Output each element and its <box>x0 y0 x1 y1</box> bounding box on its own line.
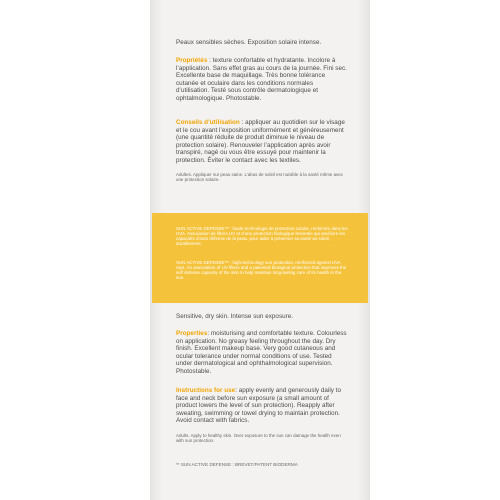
band-text-fr: SUN ACTIVE DEFENSE™ : haute technologie de protection solaire, renforcée dans les UVA. Association de filtres UV et d’une protection biologique brevetée qui améliore les capacités d’auto défense de la peau, pour aider à préserver sa santé au soleil, durablement. <box>176 226 348 247</box>
fr-properties-text: : texture confortable et hydratante. Incolore à l’application. Sans effet gras au cours de la journée. Fini sec. Excellente base de maquillage. Très bonne tolérance cutanée et oculaire dans les conditions normales d’utilisation. Testé sous contrôle dermatologique et ophtalmologique. Photostable. <box>176 57 347 102</box>
fr-usage-label: Conseils d’utilisation <box>176 119 240 126</box>
fr-skin-type: Peaux sensibles sèches. Exposition solaire intense. <box>176 39 322 46</box>
en-usage-small: Adults. Apply to healthy skin. Over exposure to the sun can damage the health even with sun protection. <box>176 433 341 444</box>
fr-usage-small: Adultes. Appliquer sur peau saine. L’abus de soleil est nuisible à la santé même avec une protection solaire. <box>176 172 343 183</box>
en-skin-type: Sensitive, dry skin. Intense sun exposure. <box>176 313 294 320</box>
en-properties-text: : moisturising and comfortable texture. Colourless on application. No greasy feeling throughout the day. Dry finish. Excellent makeup base. Very good cutaneous and ocular tolerance under normal conditions of use. Tested under dermatological and ophthalmological supervision. Photostable. <box>176 330 347 375</box>
sun-active-defense-band <box>152 213 368 303</box>
en-properties <box>176 330 348 376</box>
fr-properties-label: Propriétés <box>176 57 208 64</box>
band-text-en: SUN ACTIVE DEFENSE™ : high-technology sun protection, reinforced against UVA rays. An association of UV filters and a patented biological protection that improves the self defense capacity of the skin to help maintain long-lasting care of its health in the sun. <box>176 260 347 281</box>
en-usage <box>176 387 348 425</box>
en-usage-label: Instructions for use <box>176 387 236 394</box>
fr-usage-text: : appliquer au quotidien sur le visage et le cou avant l’exposition uniformément et généreusement (une quantité réduite de produit diminue le niveau de protection solaire). Renouveler l’application après avoir transpiré, nagé ou vous être essuyé pour maintenir la protection. Éviter le contact avec les textiles. <box>176 119 345 164</box>
fr-usage <box>176 119 348 165</box>
fr-properties <box>176 57 348 103</box>
patent-footer: ** SUN ACTIVE DEFENSE : BREVET/PATENT BIODERMA <box>176 462 298 467</box>
en-properties-label: Properties <box>176 330 208 337</box>
en-usage-text: : apply evenly and generously daily to face and neck before sun exposure (a small amount of product lowers the level of sun protection). Reapply after sweating, swimming or towel drying to maintain protection. Avoid contact with fabrics. <box>176 387 341 425</box>
